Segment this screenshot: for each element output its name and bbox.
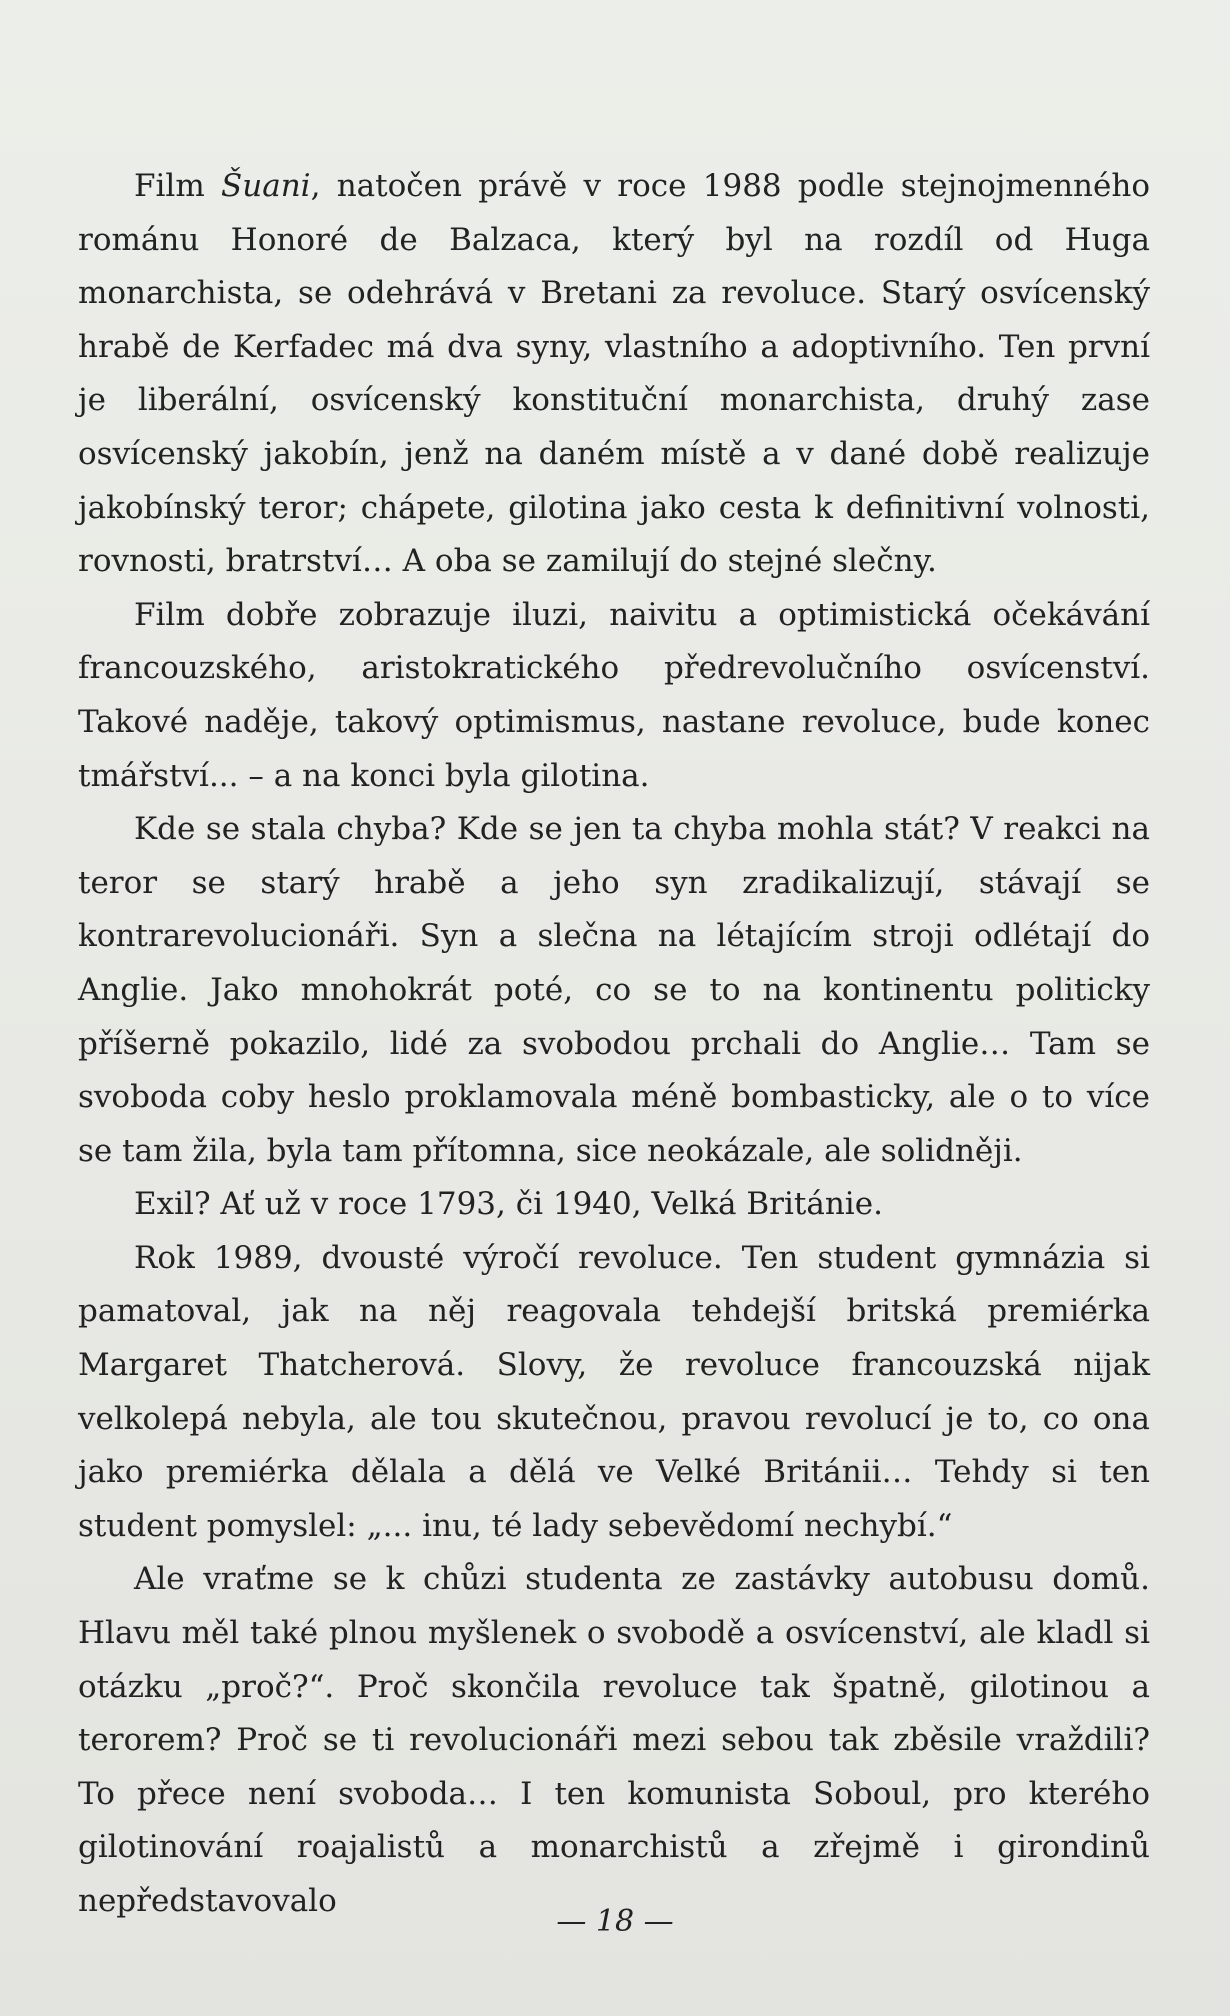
paragraph-1-rest: , natočen právě v roce 1988 podle stejnojmenného románu Honoré de Balzaca, který byl na rozdíl od Huga monarchista, se odehrává v Bretani za revoluce. Starý osvícenský hrabě de Kerfadec má dva syny, vlastního a adoptivního. Ten první je liberální, osvícenský konstituční monarchista, druhý zase osvícenský jakobín, jenž na daném místě a v dané době realizuje jakobínský teror; chápete, gilotina jako cesta k definitivní volnosti, rovnosti, bratrství… A oba se zamilují do stejné slečny.	[78, 168, 1151, 580]
paragraph-4: Exil? Ať už v roce 1793, či 1940, Velká Británie.	[134, 1186, 883, 1223]
paragraph-5: Rok 1989, dvousté výročí revoluce. Ten student gymnázia si pamatoval, jak na něj reagovala tehdejší britská premiérka Margaret Thatcherová. Slovy, že revoluce francouzská nijak velkolepá nebyla, ale tou skutečnou, pravou revolucí je to, co ona jako premiérka dělala a dělá ve Velké Británii… Tehdy si ten student pomyslel: „... inu, té lady sebevědomí nechybí.“	[78, 1239, 1150, 1544]
paragraph-1	[78, 160, 1150, 589]
paragraph-3: Kde se stala chyba? Kde se jen ta chyba mohla stát? V reakci na teror se starý hrabě a jeho syn zradikalizují, stávají se kontrarevolucionáři. Syn a slečna na létajícím stroji odlétají do Anglie. Jako mnohokrát poté, co se to na kontinentu politicky příšerně pokazilo, lidé za svobodou prchali do Anglie… Tam se svoboda coby heslo proklamovala méně bombasticky, ale o to více se tam žila, byla tam přítomna, sice neokázale, ale solidněji.	[78, 811, 1150, 1169]
body-text	[78, 160, 1150, 1929]
paragraph-2: Film dobře zobrazuje iluzi, naivitu a optimistická očekávání francouzského, aristokratického předrevolučního osvícenství. Takové naděje, takový optimismus, nastane revoluce, bude konec tmářství... – a na konci byla gilotina.	[78, 596, 1150, 794]
paragraph-6: Ale vraťme se k chůzi studenta ze zastávky autobusu domů. Hlavu měl také plnou myšlenek o svobodě a osvícenství, ale kladl si otázku „proč?“. Proč skončila revoluce tak špatně, gilotinou a terorem? Proč se ti revolucionáři mezi sebou tak zběsile vraždili? To přece není svoboda… I ten komunista Soboul, pro kterého gilotinování roajalistů a monarchistů a zřejmě i girondinů nepředstavovalo	[78, 1561, 1150, 1919]
paragraph-1-lead: Film	[134, 168, 222, 204]
film-title: Šuani	[221, 168, 311, 204]
page-number: — 18 —	[556, 1904, 674, 1939]
